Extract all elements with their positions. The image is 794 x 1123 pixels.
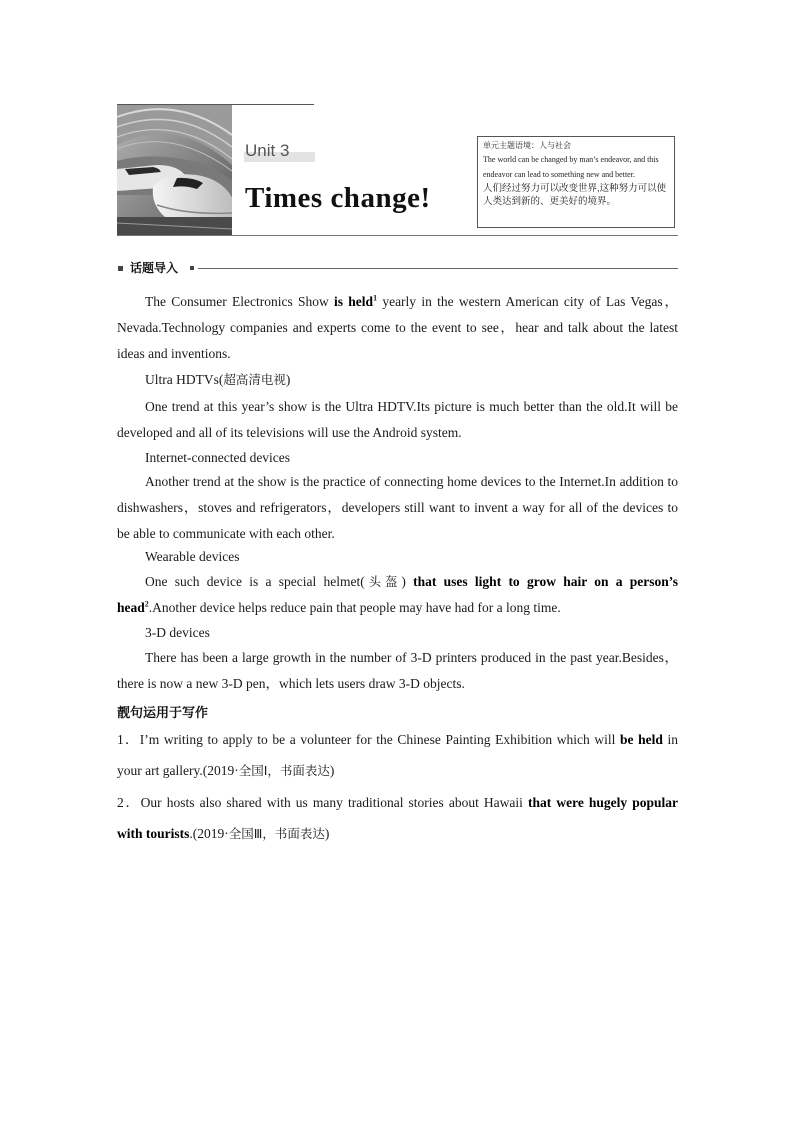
theme-heading: 单元主题语境：人与社会 bbox=[483, 141, 571, 150]
square-bullet-icon bbox=[118, 266, 123, 271]
theme-english: The world can be changed by man’s endeavor, and this endeavor can lead to something new and better. bbox=[483, 155, 659, 179]
example-sentence-2: 2．Our hosts also shared with us many traditional stories about Hawaii that were hugely popular with tourists.(2019·全国Ⅲ，书面表达) bbox=[117, 795, 678, 841]
subheading-3d-devices: 3-D devices bbox=[145, 625, 210, 640]
intro-paragraph: The Consumer Electronics Show is held$^1$ yearly in the western American city of Las Vegas，Nevada.Technology companies and experts come to the event to see，hear and talk about the latest ideas and inventions. bbox=[117, 293, 678, 361]
unit-theme-box bbox=[477, 136, 675, 228]
paragraph-wearable-devices: One such device is a special helmet(头盔) that uses light to grow hair on a person’s head$^2$.Another device helps reduce pain that people may have had for a long time. bbox=[117, 574, 678, 615]
footnote-marker: 1 bbox=[373, 293, 378, 303]
subheading-ultra-hdtvs: Ultra HDTVs(超高清电视) bbox=[145, 372, 291, 387]
section-title: 话题导入 bbox=[130, 261, 179, 275]
keyphrase-that-were-popular: that were hugely popular with tourists bbox=[117, 795, 678, 841]
subheading-wearable-devices: Wearable devices bbox=[145, 549, 240, 564]
keyphrase-is-held: is held bbox=[334, 294, 374, 309]
keyphrase-be-held: be held bbox=[619, 732, 663, 747]
unit-number: Unit 3 bbox=[244, 140, 315, 162]
paragraph-internet-devices: Another trend at the show is the practice of connecting home devices to the Internet.In addition to dishwashers，stoves and refrigerators，developers still want to invent a way for all of the devices to be able to communicate with each other. bbox=[117, 474, 678, 541]
paragraph-3d-devices: There has been a large growth in the number of 3-D printers produced in the past year.Besides，there is now a new 3-D pen，which lets users draw 3-D objects. bbox=[117, 650, 678, 691]
square-bullet-icon bbox=[190, 266, 194, 270]
unit-title: Times change! bbox=[245, 182, 431, 214]
high-speed-train-image bbox=[117, 105, 232, 235]
theme-chinese: 人们经过努力可以改变世界,这种努力可以使人类达到新的、更美好的境界。 bbox=[483, 183, 667, 207]
header-train-photo bbox=[117, 105, 232, 235]
header-bottom-rule bbox=[117, 235, 678, 236]
footnote-marker: 2 bbox=[144, 599, 149, 609]
example-sentence-1: 1．I’m writing to apply to be a volunteer for the Chinese Painting Exhibition which will be held in your art gallery.(2019·全国Ⅰ，书面表达) bbox=[117, 732, 678, 778]
subheading-internet-devices: Internet-connected devices bbox=[145, 450, 291, 465]
section-rule bbox=[198, 268, 678, 269]
section-topic-intro-heading bbox=[117, 260, 678, 276]
keyphrase-that-uses-light: that uses light to grow hair on a person’s head bbox=[117, 574, 678, 615]
paragraph-ultra-hdtv: One trend at this year’s show is the Ultra HDTV.Its picture is much better than the old.It will be developed and all of its televisions will use the Android system. bbox=[117, 399, 678, 440]
section-writing-heading: 靓句运用于写作 bbox=[117, 705, 209, 720]
